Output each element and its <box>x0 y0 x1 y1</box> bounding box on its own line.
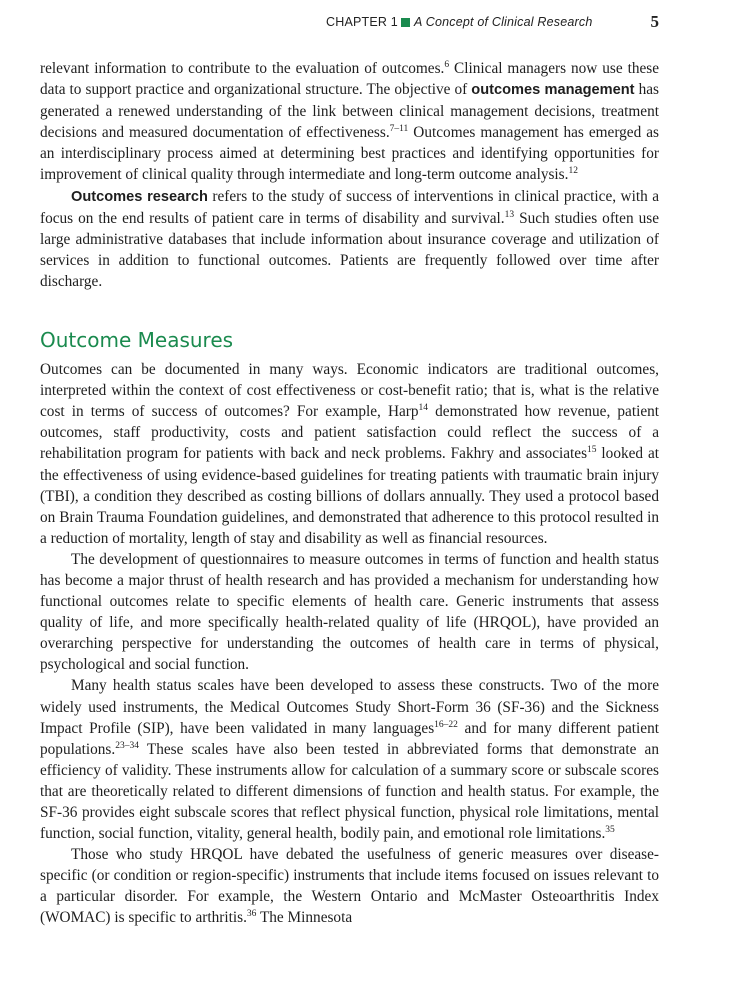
chapter-title: A Concept of Clinical Research <box>413 15 593 29</box>
text-run: Outcomes can be documented in many ways. Economic indicators are traditional outcomes, interpreted within the context of cost effectiveness or cost-benefit ratio; that is, what is the relative cost in terms of success of outcomes? For example, Harp <box>40 361 659 421</box>
key-term: outcomes management <box>471 82 635 99</box>
chapter-label: CHAPTER 1 <box>326 15 398 29</box>
citation: 15 <box>587 445 597 456</box>
chapter-header <box>326 15 593 29</box>
citation: 7–11 <box>389 124 409 135</box>
text-run: The development of questionnaires to measure outcomes in terms of function and health status has become a major thrust of health research and has provided a mechanism for understanding how functional outcomes relate to specific elements of health care. Generic instruments that assess quality of life, and more specifically health-related quality of life (HRQOL), have provided an overarching perspective for understanding the outcomes of health care in terms of physical, psychological and social function. <box>40 550 659 674</box>
citation: 12 <box>568 166 578 177</box>
text-run: Such studies often use large administrative databases that include information about insurance coverage and utilization of services in addition to functional outcomes. Patients are frequently followed over time after discharge. <box>40 209 659 290</box>
paragraph-questionnaires <box>40 549 659 676</box>
citation: 13 <box>504 209 515 220</box>
key-term: Outcomes research <box>71 188 208 205</box>
paragraph-outcomes-research <box>40 186 659 292</box>
citation: 35 <box>605 825 615 836</box>
text-run: Many health status scales have been developed to assess these constructs. Two of the more widely used instruments, the Medical Outcomes Study Short-Form 36 (SF-36) and the Sickness Impact Profile (SIP), have been validated in many languages <box>40 677 659 737</box>
text-run: These scales have also been tested in abbreviated forms that demonstrate an efficiency of validity. These instruments allow for calculation of a summary score or subscale scores that are theoretically related to different dimensions of function and health status. For example, the SF-36 provides eight subscale scores that reflect physical function, physical role limitations, mental function, social function, vitality, general health, bodily pain, and emotional role limitations. <box>40 740 659 843</box>
running-header <box>0 12 737 36</box>
text-run: demonstrated how revenue, patient outcomes, staff productivity, costs and patient satisfaction could reflect the success of a rehabilitation program for patients with back and neck problems. Fakhry and associates <box>40 403 660 463</box>
square-bullet-icon <box>401 18 410 27</box>
text-run: Those who study HRQOL have debated the usefulness of generic measures over disease-specific (or condition or region-specific) instruments that include items focused on issues relevant to a particular disorder. For example, the Western Ontario and McMaster Osteoarthritis Index (WOMAC) is specific to arthritis. <box>40 846 659 927</box>
text-run: Outcomes management has emerged as an interdisciplinary process aimed at determining best practices and identifying opportunities for improvement of clinical quality through intermediate and long-term outcome analysis. <box>40 124 659 184</box>
paragraph-outcomes-management <box>40 58 659 186</box>
paragraph-health-status-scales <box>40 675 659 844</box>
citation: 16–22 <box>434 719 458 730</box>
paragraph-hrqol-debate <box>40 844 659 928</box>
text-run: and for many different patient populations. <box>40 719 659 758</box>
citation: 14 <box>418 403 429 414</box>
paragraph-economic-indicators <box>40 359 659 549</box>
citation: 6 <box>444 60 450 70</box>
text-run: The Minnesota <box>256 909 353 927</box>
text-run: has generated a renewed understanding of the link between clinical management decisions, treatment decisions and measured documentation of effectiveness. <box>40 81 659 142</box>
section-heading: Outcome Measures <box>40 328 234 353</box>
text-run: Clinical managers now use these data to support practice and organizational structure. The objective of <box>40 60 660 99</box>
citation: 23–34 <box>115 740 139 751</box>
text-run: refers to the study of success of interventions in clinical practice, with a focus on the end results of patient care in terms of disability and survival. <box>40 187 659 227</box>
page-body <box>40 58 659 929</box>
text-run: relevant information to contribute to the evaluation of outcomes. <box>40 60 445 77</box>
text-run: looked at the effectiveness of using evidence-based guidelines for treating patients with traumatic brain injury (TBI), a condition they described as costing billions of dollars annually. They used a protocol based on Brain Trauma Foundation guidelines, and demonstrated that adherence to this protocol resulted in a reduction of mortality, length of stay and disability as well as financial resources. <box>40 445 659 547</box>
citation: 36 <box>246 909 257 920</box>
page-number: 5 <box>650 12 659 31</box>
